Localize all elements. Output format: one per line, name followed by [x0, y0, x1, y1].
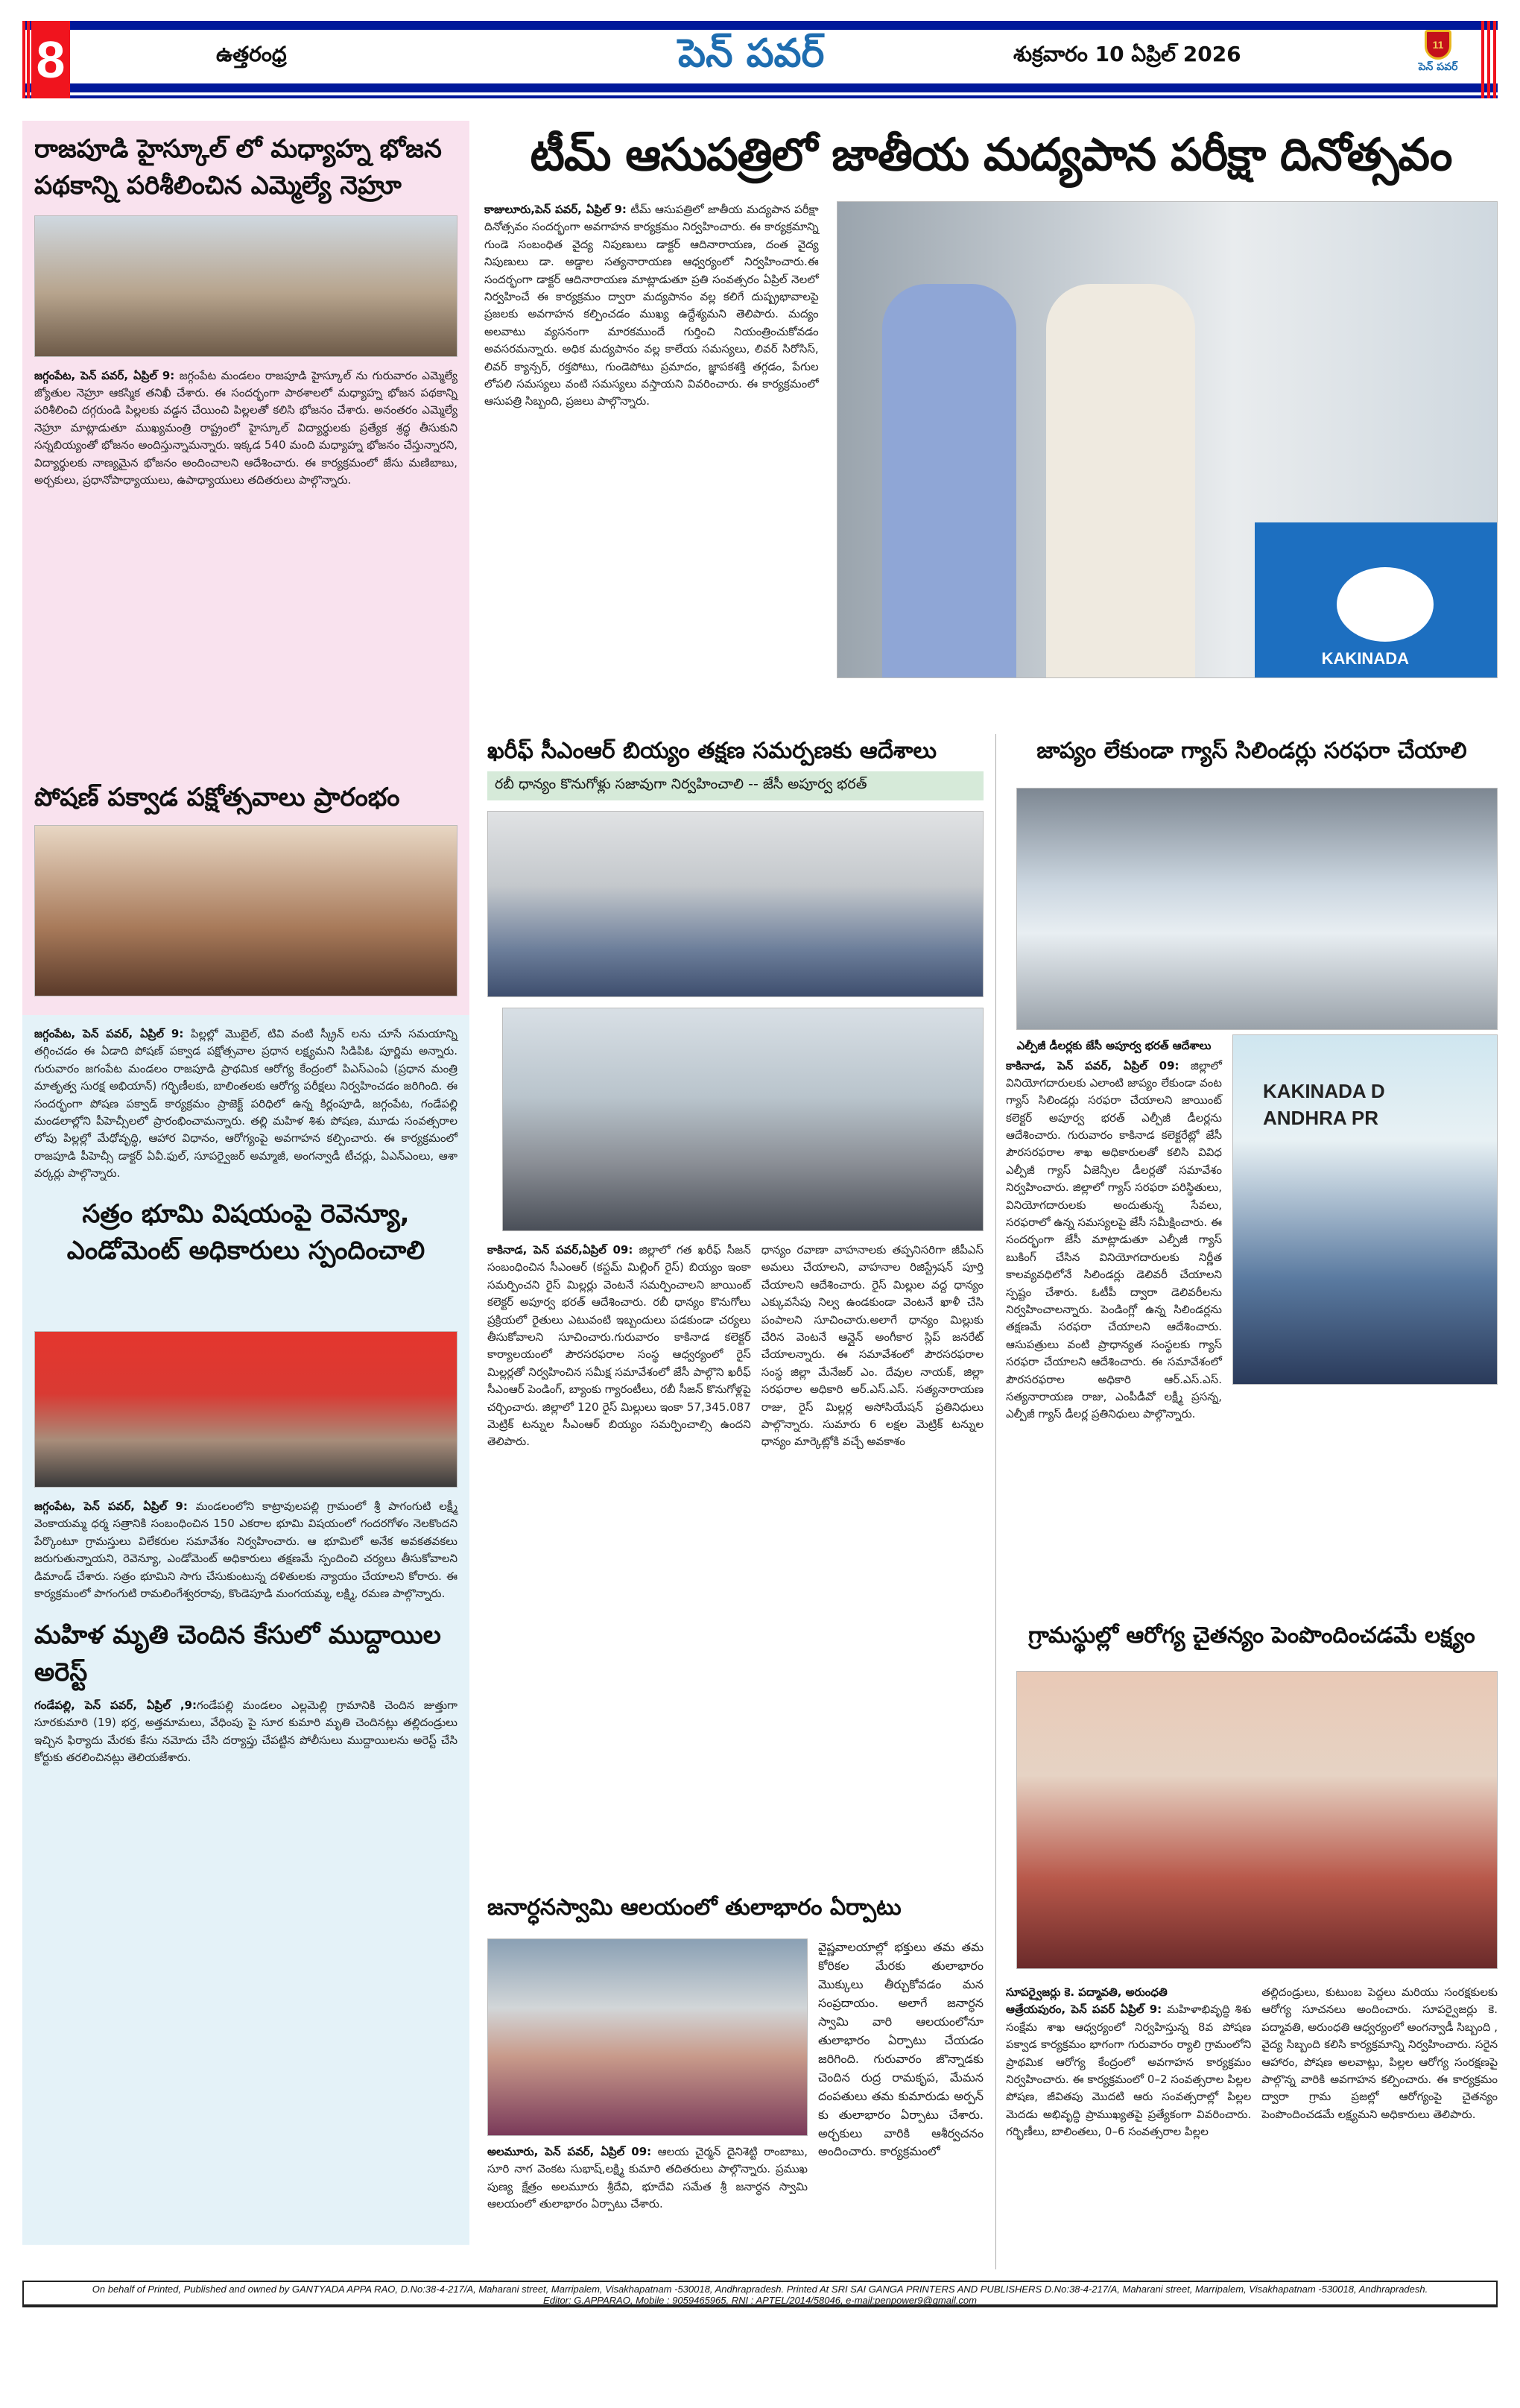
article-body-left [487, 1242, 751, 1451]
article-body [1006, 1058, 1222, 1423]
article-body [484, 201, 819, 678]
red-stripe [27, 21, 30, 98]
dateline: జగ్గంపేట, పెన్ పవర్, ఏప్రిల్ 9: [34, 1500, 188, 1513]
photo-review-meeting [487, 811, 984, 997]
headline: మహిళ మృతి చెందిన కేసులో ముద్దాయిల అరెస్ట్ [34, 1620, 441, 1687]
masthead-bottom-rule [22, 95, 1498, 98]
masthead [22, 21, 1498, 98]
sign-text: KAKINADA D [1263, 1080, 1385, 1102]
imprint-line: On behalf of Printed, Published and owned by GANTYADA APPA RAO, D.No:38-4-217/A, Maharani street, Marripalem, Visakhapatnam -530018, Andhrapradesh. Printed At SRI SAI GANGA PRINTERS AND PUBLISHERS D.No:38-4-217/A, Maharani street, Marripalem, Visakhapatnam -530018, Andhrapradesh. [92, 2284, 1428, 2295]
logo-text: పెన్ పవర్ [1418, 61, 1458, 73]
imprint-line: Editor: G.APPARAO, Mobile : 9059465965, RNI : APTEL/2014/58046, e-mail:penpower9@gmail.com [543, 2295, 977, 2306]
masthead-top-bar [22, 21, 1498, 30]
article-body [34, 1697, 457, 1767]
photo-press-meet [34, 1331, 457, 1488]
body-text: జగ్గంపేట మండలం రాజపూడి హైస్కూల్ ను గురువారం ఎమ్మెల్యే జ్యోతుల నెహ్రూ ఆకస్మిక తనిఖీ చేశారు. ఈ సందర్భంగా పాఠశాలలో మధ్యాహ్న భోజన పథకాన్ని పరిశీలించి దగ్గరుండి పిల్లలకు వడ్డన చేయించి పిల్లలతో కలిసి భోజనం చేశారు. అనంతరం ఎమ్మెల్యే నెహ్రూ మాట్లాడుతూ ముఖ్యమంత్రి రాష్ట్రంలో హైస్కూల్ విద్యార్థులకు ప్రత్యేక శ్రద్ధ తీసుకుని సన్నబియ్యంతో భోజనం అందిస్తున్నామన్నారు. ఇక్కడ 540 మంది మధ్యాహ్న భోజనం చేస్తున్నారని, విద్యార్థులకు నాణ్యమైన భోజనం అందించాలని ఆదేశించారు. ఈ కార్యక్రమంలో జేసు మణిబాబు, అర్చకులు, ప్రధానోపాధ్యాయులు, ఉపాధ్యాయులు తదితరులు పాల్గొన్నారు. [34, 368, 457, 487]
left-column [22, 121, 469, 2245]
byline: సూపర్వైజర్లు కె. పద్మావతి, అరుంధతి [1006, 1985, 1168, 1999]
dateline: కాజులూరు,పెన్ పవర్, ఏప్రిల్ 9: [484, 203, 627, 216]
article-body-left [1006, 1984, 1251, 2141]
article-poshan [22, 769, 469, 1015]
body-text: టీమ్ ఆసుపత్రిలో జాతీయ మద్యపాన పరీక్షా దినోత్సవం సందర్భంగా అవగాహన కార్యక్రమం నిర్వహించారు. ఈ కార్యక్రమాన్ని గుండె సంబంధిత వైద్య నిపుణులు డాక్టర్ ఆదినారాయణ, దంత వైద్య నిపుణులు డా. అడ్డాల సత్యనారాయణ ఆధ్వర్యంలో నిర్వహించారు.ఈ సందర్భంగా డాక్టర్ ఆదినారాయణ మాట్లాడుతూ ప్రతి సంవత్సరం ఏప్రిల్ నెలలో నిర్వహించే ఈ కార్యక్రమం ద్వారా మద్యపానం వల్ల కలిగే దుష్ప్రభావాలపై ప్రజలకు అవగాహన కల్పించడం ముఖ్య ఉద్దేశ్యమని తెలిపారు. మద్యం అలవాటు వ్యసనంగా మారకముందే గుర్తించి నియంత్రించుకోవడం అవసరమన్నారు. అధిక మద్యపానం వల్ల కాలేయ సమస్యలు, లివర్ సిరోసిస్, లివర్ క్యాన్సర్, రక్తపోటు, గుండెపోటు ప్రమాదం, జ్ఞాపకశక్తి తగ్గడం, పేగుల లోపలి సమస్యలు వంటి సమస్యలు వస్తాయని వివరించారు. ఈ కార్యక్రమంలో ఆసుపత్రి సిబ్బంది, ప్రజలు పాల్గొన్నారు. [484, 203, 819, 408]
article-body-right: తల్లిదండ్రులు, కుటుంబ పెద్దలు మరియు సంరక్షకులకు ఆరోగ్య సూచనలు అందించారు. సూపర్వైజర్లు కె. పద్మావతి, అరుంధతి ఆధ్వర్యంలో అంగన్వాడీ సిబ్బంది , వైద్య సిబ్బంది కలిసి కార్యక్రమాన్ని నిర్వహించారు. సరైన ఆహారం, పోషణ అలవాట్లు, పిల్లల ఆరోగ్య సంరక్షణపై పాల్గొన్న వారికి అవగాహన కల్పించారు. ఈ కార్యక్రమం ద్వారా గ్రామ ప్రజల్లో ఆరోగ్యంపై చైతన్యం పెంపొందించడమే లక్ష్యమని అధికారులు తెలిపారు. [1261, 1985, 1498, 2121]
article-kharif [487, 736, 984, 1451]
article-body [34, 367, 457, 490]
headline: జనార్ధనస్వామి ఆలయంలో తులాభారం ఏర్పాటు [487, 1895, 902, 1921]
dateline: అలమూరు, పెన్ పవర్, ఏప్రిల్ 09: [487, 2145, 652, 2158]
subheadline: రబీ ధాన్యం కొనుగోళ్లు సజావుగా నిర్వహించాలి -- జేసీ అపూర్వ భరత్ [487, 771, 984, 800]
dateline: ఆత్రేయపురం, పెన్ పవర్ ఏప్రిల్ 9: [1006, 2003, 1162, 2017]
photo-awareness-program [1016, 1671, 1498, 1969]
headline: జాప్యం లేకుండా గ్యాస్ సిలిండర్లు సరఫరా చేయాలి [1036, 738, 1467, 764]
dateline: కాకినాడ, పెన్ పవర్, ఏప్రిల్ 09: [1006, 1058, 1179, 1072]
article-tulabharam [487, 1893, 984, 2213]
red-stripe [1487, 21, 1490, 98]
body-text: మహిళాభివృద్ధి శిశు సంక్షేమ శాఖ ఆధ్వర్యంలో నిర్వహిస్తున్న 8వ పోషణ పక్వాడ కార్యక్రమం భాగంగా గురువారం ర్యాలి గ్రామంలోని ప్రాథమిక ఆరోగ్య కేంద్రంలో అవగాహన కార్యక్రమం నిర్వహించారు. ఈ కార్యక్రమంలో 0–2 సంవత్సరాల పిల్లల పోషణ, జీవితపు మొదటి ఆరు సంవత్సరాల్లో పిల్లల మెదడు అభివృద్ధి ప్రాముఖ్యతపై ప్రత్యేకంగా వివరించారు. గర్భిణీలు, బాలింతలు, 0–6 సంవత్సరాల పిల్లల [1006, 2003, 1252, 2139]
article-body-right: ధాన్యం రవాణా వాహనాలకు తప్పనిసరిగా జీపీఎస్ అమలు చేయాలని, వాహనాల రిజిస్ట్రేషన్ పూర్తి చేయాలని ఆదేశించారు. రైస్ మిల్లుల వద్ద ధాన్యం ఎక్కువసేపు నిల్వ ఉండకుండా వెంటనే ఖాళీ చేసి పంపాలని సూచించారు.అలాగే ధాన్యం మిల్లుకు చేరిన వెంటనే ఆన్లైన్ అంగీకార స్లిప్ జనరేట్ చేయాలన్నారు. ఈ సమావేశంలో పౌరసరఫరాల సంస్థ జిల్లా మేనేజర్ ఎం. దేవుల నాయక్, జిల్లా సరఫరాల అధికారి అర్.ఎస్.ఎస్. సత్యనారాయణ రాజు, రైస్ మిల్లర్ల అసోసియేషన్ ప్రతినిధులు పాల్గొన్నారు. సుమారు 6 లక్షల మెట్రిక్ టన్నుల ధాన్యం మార్కెట్లోకి వచ్చే అవకాశం [761, 1243, 984, 1449]
dateline: జగ్గంపేట, పెన్ పవర్, ఏప్రిల్ 9: [34, 368, 175, 382]
headline: పోషణ్ పక్వాడ పక్షోత్సవాలు ప్రారంభం [34, 783, 400, 812]
headline: ఖరీఫ్ సీఎంఆర్ బియ్యం తక్షణ సమర్పణకు ఆదేశాలు [487, 738, 937, 764]
photo-mla-lunch [34, 215, 457, 357]
page-number: 8 [31, 21, 70, 98]
headline: రాజపూడి హైస్కూల్ లో మధ్యాహ్న భోజన పథకాన్ని పరిశీలించిన ఎమ్మెల్యే నెహ్రూ [34, 134, 442, 201]
article-team-hospital [484, 128, 1498, 678]
photo-tulabharam [487, 1938, 808, 2136]
photo-rice-millers [502, 1008, 984, 1231]
body-text: పిల్లల్లో మొబైల్, టివి వంటి స్క్రీన్ లను చూసే సమయాన్ని తగ్గించడం ఈ ఏడాది పోషణ్ పక్వాడ పక్షోత్సవాల ప్రధాన లక్ష్యమని సిడిపిఓ పూర్ణిమ అన్నారు. గురువారం జగంపేట మండలం రాజపూడి ప్రాథమిక ఆరోగ్య కేంద్రంలో పిఎస్ఎంఏ (ప్రధాన మంత్రి మాతృత్వ సురక్ష అభియాన్) గర్భిణీలకు, బాలింతలకు ఆరోగ్య పరీక్షలు నిర్వహించడం జరిగింది. ఈ సందర్భంగా పోషణ పక్వాడ్ కార్యక్రమం ప్రాజెక్ట్ పరిధిలో ఉన్న కిర్లంపూడి, జగ్గంపేట, గండేపల్లి మండలాల్లోని పీహెచ్సీలలో ప్రారంభించామన్నారు. తల్లి మహిళ శిశు పోషణ, మూడు సంవత్సరాల లోపు పిల్లల్లో మేధోవృద్ధి, ఆహార విధానం, ఆరోగ్యంపై అవగాహన కల్పించారు. ఈ కార్యక్రమంలో రాజపూడి పీహెచ్సీ డాక్టర్ ఏవీ.ఫుల్, సూపర్వైజర్ అమ్మాజీ, అంగన్వాడీ టీచర్లు, ఏఎన్ఎంలు, ఆశా వర్కర్లు పాల్గొన్నారు. [34, 1027, 457, 1181]
article-body [487, 2143, 808, 2213]
article-body [34, 1026, 457, 1183]
article-poshan-body [22, 1015, 469, 1321]
photo-caption: ఎల్పీజీ డీలర్లకు జేసీ అపూర్వ భరత్ ఆదేశాలు [1016, 1039, 1212, 1052]
doctor-figure [1046, 284, 1195, 678]
article-satram [22, 1321, 469, 2245]
article-mla-nehru [22, 121, 469, 769]
red-stripe [1493, 21, 1496, 98]
banner-text: KAKINADA [1321, 649, 1409, 668]
column-divider [995, 734, 996, 2269]
photo-jc-apurva-bharat [1232, 1034, 1498, 1385]
issue-date: శుక్రవారం 10 ఏప్రిల్ 2026 [1013, 42, 1241, 66]
article-body [34, 1498, 457, 1602]
article-body-right: వైష్ణవాలయాల్లో భక్తులు తమ తమ కోరికల మేరకు తులాభారం మొక్కులు తీర్చుకోవడం మన సంప్రదాయం. అలాగే జనార్ధన స్వామి వారి ఆలయంలోనూ తులాభారం ఏర్పాటు చేయడం జరిగింది. గురువారం జొన్నాడకు చెందిన రుద్ర రామకృప, మేమన దంపతులు తమ కుమారుడు అర్పన్ కు తులాభారం ఏర్పాటు చేశారు. అర్చకులు వారికి ఆశీర్వచనం అందించారు. కార్యక్రమంలో [818, 1940, 984, 2159]
banner [1255, 522, 1498, 678]
body-text: జిల్లాలో గత ఖరీఫ్ సీజన్ సంబంధించిన సీఎంఆర్ (కస్టమ్ మిల్లింగ్ రైస్) బియ్యం ఇంకా సమర్పించని రైస్ మిల్లర్లు వెంటనే సమర్పించాలని జాయింట్ కలెక్టర్ అపూర్వ భరత్ ఆదేశించారు. రబీ ధాన్యం కొనుగోలు ప్రక్రియలో రైతులు ఎటువంటి ఇబ్బందులు పడకుండా చర్యలు తీసుకోవాలని సూచించారు.గురువారం కాకినాడ కలెక్టర్ కార్యాలయంలో పౌరసరఫరాల సంస్థ ఆధ్వర్యంలో రైస్ మిల్లర్లతో నిర్వహించిన సమీక్ష సమావేశంలో జేసీ పాల్గొని ఖరీఫ్ సీఎంఆర్ పెండింగ్, బ్యాంకు గ్యారంటీలు, రబీ సీజన్ కొనుగోళ్లపై చర్చించారు. జిల్లాలో 120 రైస్ మిల్లులు ఇంకా 57,345.087 మెట్రిక్ టన్నుల సీఎంఆర్ బియ్యం సమర్పించాల్సి ఉందని తెలిపారు. [487, 1243, 751, 1449]
body-text: మండలంలోని కాట్రావులపల్లి గ్రామంలో శ్రీ పాగంగుటి లక్ష్మీ వెంకాయమ్మ ధర్మ సత్రానికి సంబంధించిన 150 ఎకరాల భూమి విషయంలో గందరగోళం నెలకొందని పేర్కొంటూ గ్రామస్తులు విలేకరుల సమావేశం నిర్వహించారు. ఆ భూమిలో అనేక అవకతవకలు జరుగుతున్నాయని, రెవెన్యూ, ఎండోమెంట్ అధికారులు తక్షణమే స్పందించి చర్యలు తీసుకోవాలని డిమాండ్ చేశారు. సత్రం భూమిని సాగు చేసుకుంటున్న దళితులకు న్యాయం చేయాలని కోరారు. ఈ కార్యక్రమంలో పాగంగుటి రామలింగేశ్వరరావు, కొండెపూడి మంగయమ్మ, లక్ష్మి, రమణ పాల్గొన్నారు. [34, 1500, 457, 1600]
doctor-figure [882, 284, 1016, 678]
headline: గ్రామస్థుల్లో ఆరోగ్య చైతన్యం పెంపొందించడమే లక్ష్యం [1028, 1622, 1475, 1649]
photo-lpg-meeting [1016, 788, 1498, 1030]
photo-poshan [34, 825, 457, 996]
headline: టీమ్ ఆసుపత్రిలో జాతీయ మద్యపాన పరీక్షా దినోత్సవం [530, 129, 1452, 181]
newspaper-title: పెన్ పవర్ [678, 31, 825, 76]
anniversary-shield-icon: 11 [1425, 30, 1451, 60]
section-name: ఉత్తరంధ్ర [216, 42, 287, 66]
red-stripe [22, 21, 25, 98]
newspaper-logo [1414, 30, 1462, 83]
body-text: జిల్లాలో వినియోగదారులకు ఎలాంటి జాప్యం లేకుండా వంట గ్యాస్ సిలిండర్లు సరఫరా చేయాలని జాయింట్ కలెక్టర్ అపూర్వ భరత్ ఎల్పీజీ డీలర్లను ఆదేశించారు. గురువారం కాకినాడ కలెక్టరేట్లో జేసీ పౌరసరఫరాల శాఖ అధికారులతో కలిసి వివిధ ఎల్పీజీ గ్యాస్ ఏజెన్సీల డీలర్లతో సమావేశం నిర్వహించారు. జిల్లాలో గ్యాస్ సరఫరా పరిస్థితులు, వినియోగదారులకు అందుతున్న సేవలు, సరఫరాలో ఉన్న సమస్యలపై జేసీ సమీక్షించారు. ఈ సందర్భంగా జేసీ మాట్లాడుతూ ఎల్పీజీ గ్యాస్ బుకింగ్ చేసిన వినియోగదారులకు నిర్ణీత కాలవ్యవధిలోనే సిలిండర్లు డెలివరీ చేయాలని స్పష్టం చేశారు. ఓటీపీ ద్వారా డెలివరీలను నిర్వహించాలన్నారు. పెండింగ్లో ఉన్న సిలిండర్లను తక్షణమే సరఫరా చేయాలని ఆదేశించారు. ఆసుపత్రులు వంటి ప్రాధాన్యత సంస్థలకు గ్యాస్ సరఫరా చేయాలని ఆదేశించారు. ఈ సమావేశంలో పౌరసరఫరాల అధికారి ఆర్.ఎస్.ఎస్. సత్యనారాయణ రాజు, ఎంపీడీవో లక్ష్మీ ప్రసన్న, ఎల్పీజీ గ్యాస్ డీలర్ల ప్రతినిధులు పాల్గొన్నారు. [1006, 1058, 1222, 1421]
headline: సత్రం భూమి విషయంపై రెవెన్యూ, ఎండోమెంట్ అధికారులు స్పందించాలి [66, 1198, 425, 1265]
red-stripe [1481, 21, 1484, 98]
dateline: గండేపల్లి, పెన్ పవర్, ఏప్రిల్ ,9: [34, 1698, 197, 1712]
body-text: గండేపల్లి మండలం ఎల్లమెల్లి గ్రామానికి చెందిన జుత్తుగా సూరకుమారి (19) భర్త, అత్తమామలు, వేధింపు పై సూర కుమారి మృతి చెందినట్లు తల్లిదండ్రులు ఇచ్చిన ఫిర్యాదు మేరకు కేసు నమోదు చేసి దర్యాప్తు చేపట్టిన పోలీసులు ముద్దాయిలను అరెస్ట్ చేసి కోర్టుకు తరలించినట్లు తెలియజేశారు. [34, 1698, 457, 1765]
article-arogya [1006, 1621, 1498, 2141]
body-text: ఆలయ చైర్మన్ దైనిశెట్టి రాంబాబు, సూరి నాగ వెంకట సుభాష్,లక్ష్మి కుమారి తదితరులు పాల్గొన్నారు. ప్రముఖ పుణ్య క్షేత్రం అలమూరు శ్రీదేవి, భూదేవి సమేత శ్రీ జనార్ధన స్వామి ఆలయంలో తులాభారం ఏర్పాటు చేశారు. [487, 2145, 808, 2211]
sign-text: ANDHRA PR [1263, 1107, 1379, 1129]
imprint-footer [22, 2281, 1498, 2307]
dateline: కాకినాడ, పెన్ పవర్,ఏప్రిల్ 09: [487, 1243, 633, 1257]
photo-doctors [837, 201, 1498, 678]
dateline: జగ్గంపేట, పెన్ పవర్, ఏప్రిల్ 9: [34, 1027, 184, 1040]
article-lpg [1006, 736, 1498, 1423]
